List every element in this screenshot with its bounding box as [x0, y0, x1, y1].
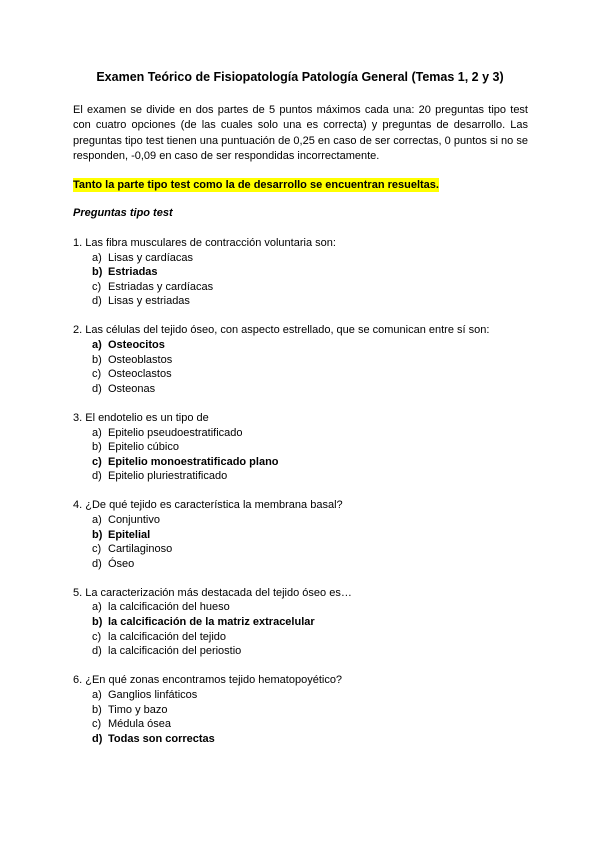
question-item [73, 673, 533, 746]
option-text: Estriadas [108, 266, 158, 279]
answer-option [92, 280, 533, 295]
question-list [73, 236, 533, 761]
option-text: Estriadas y cardíacas [108, 280, 214, 293]
option-text: Óseo [108, 557, 135, 570]
answer-option [92, 382, 533, 397]
option-letter: c) [92, 630, 102, 643]
answer-options [73, 600, 533, 658]
option-text: Médula ósea [108, 718, 171, 731]
correct-answer-option [92, 615, 533, 630]
option-letter: a) [92, 426, 102, 439]
answer-option [92, 513, 533, 528]
question-text: 1. Las fibra musculares de contracción voluntaria son: [73, 237, 336, 249]
option-text: Osteonas [108, 382, 156, 395]
answer-option [92, 367, 533, 382]
question-text: 5. La caracterización más destacada del tejido óseo es… [73, 586, 352, 599]
option-letter: a) [92, 339, 102, 352]
option-text: Lisas y cardíacas [108, 251, 193, 264]
option-text: la calcificación de la matriz extracelular [108, 616, 315, 629]
highlighted-note: Tanto la parte tipo test como la de desarrollo se encuentran resueltas. [73, 179, 439, 191]
option-letter: b) [92, 528, 103, 541]
answer-option [92, 688, 533, 703]
answer-options [73, 513, 533, 571]
option-text: Epitelio cúbico [108, 441, 179, 454]
question-item [73, 236, 533, 309]
option-text: Osteocitos [108, 339, 165, 352]
answer-option [92, 426, 533, 441]
question-text: 6. ¿En qué zonas encontramos tejido hematopoyético? [73, 674, 343, 687]
answer-options [73, 338, 533, 396]
option-letter: c) [92, 280, 102, 293]
option-text: Osteoclastos [108, 368, 172, 381]
option-text: Ganglios linfáticos [108, 688, 198, 701]
option-letter: c) [92, 455, 102, 468]
answer-options [73, 251, 533, 309]
correct-answer-option [92, 338, 533, 353]
option-letter: d) [92, 732, 103, 745]
section-heading: Preguntas tipo test [73, 207, 173, 219]
option-text: Epitelio monoestratificado plano [108, 455, 279, 468]
correct-answer-option [92, 455, 533, 470]
option-letter: d) [92, 295, 102, 308]
correct-answer-option [92, 528, 533, 543]
option-text: Lisas y estriadas [108, 295, 190, 308]
correct-answer-option [92, 265, 533, 280]
option-text: la calcificación del tejido [108, 630, 227, 643]
answer-option [92, 703, 533, 718]
option-letter: a) [92, 514, 102, 526]
option-letter: c) [92, 368, 102, 381]
question-item [73, 411, 533, 484]
option-letter: d) [92, 645, 102, 658]
option-letter: a) [92, 601, 102, 614]
answer-option [92, 353, 533, 368]
option-text: Osteoblastos [108, 353, 173, 366]
option-text: Epitelio pluriestratificado [108, 470, 228, 483]
question-item [73, 323, 533, 396]
answer-option [92, 251, 533, 266]
answer-option [92, 630, 533, 645]
question-text: 2. Las células del tejido óseo, con aspecto estrellado, que se comunican entre sí son: [73, 324, 490, 337]
option-text: la calcificación del hueso [108, 601, 230, 614]
document-title: Examen Teórico de Fisiopatología Patología General (Temas 1, 2 y 3) [96, 70, 504, 84]
option-letter: b) [92, 266, 103, 279]
option-text: Epitelio pseudoestratificado [108, 426, 243, 439]
question-text: 4. ¿De qué tejido es característica la membrana basal? [73, 499, 343, 512]
answer-option [92, 469, 533, 484]
option-letter: c) [92, 718, 102, 731]
option-letter: a) [92, 688, 102, 701]
answer-option [92, 644, 533, 659]
answer-options [73, 688, 533, 746]
question-item [73, 498, 533, 571]
option-letter: d) [92, 470, 102, 483]
option-text: Cartilaginoso [108, 543, 173, 556]
answer-options [73, 426, 533, 484]
answer-option [92, 717, 533, 732]
answer-option [92, 294, 533, 309]
answer-option [92, 542, 533, 557]
option-text: Todas son correctas [108, 732, 215, 745]
option-letter: b) [92, 703, 102, 716]
option-text: Epitelial [108, 528, 151, 541]
option-text: Timo y bazo [108, 703, 168, 716]
exam-instructions: El examen se divide en dos partes de 5 puntos máximos cada una: 20 preguntas tipo test con cuatro opciones (de las cuales solo una es correcta) y preguntas de desarrollo. Las preguntas tipo test tienen una puntuación de 0,25 en caso de ser correctas, 0 puntos si no se responden, -0,09 en caso de ser respondidas incorrectamente. [73, 104, 528, 162]
option-text: la calcificación del periostio [108, 645, 242, 658]
correct-answer-option [92, 732, 533, 747]
answer-option [92, 557, 533, 572]
option-letter: b) [92, 441, 102, 454]
question-text: 3. El endotelio es un tipo de [73, 411, 209, 424]
option-letter: b) [92, 616, 103, 629]
answer-option [92, 600, 533, 615]
option-letter: d) [92, 557, 102, 570]
option-letter: d) [92, 382, 102, 395]
option-letter: a) [92, 251, 102, 264]
option-text: Conjuntivo [108, 514, 160, 526]
option-letter: b) [92, 353, 102, 366]
answer-option [92, 440, 533, 455]
question-item [73, 586, 533, 659]
option-letter: c) [92, 543, 102, 556]
